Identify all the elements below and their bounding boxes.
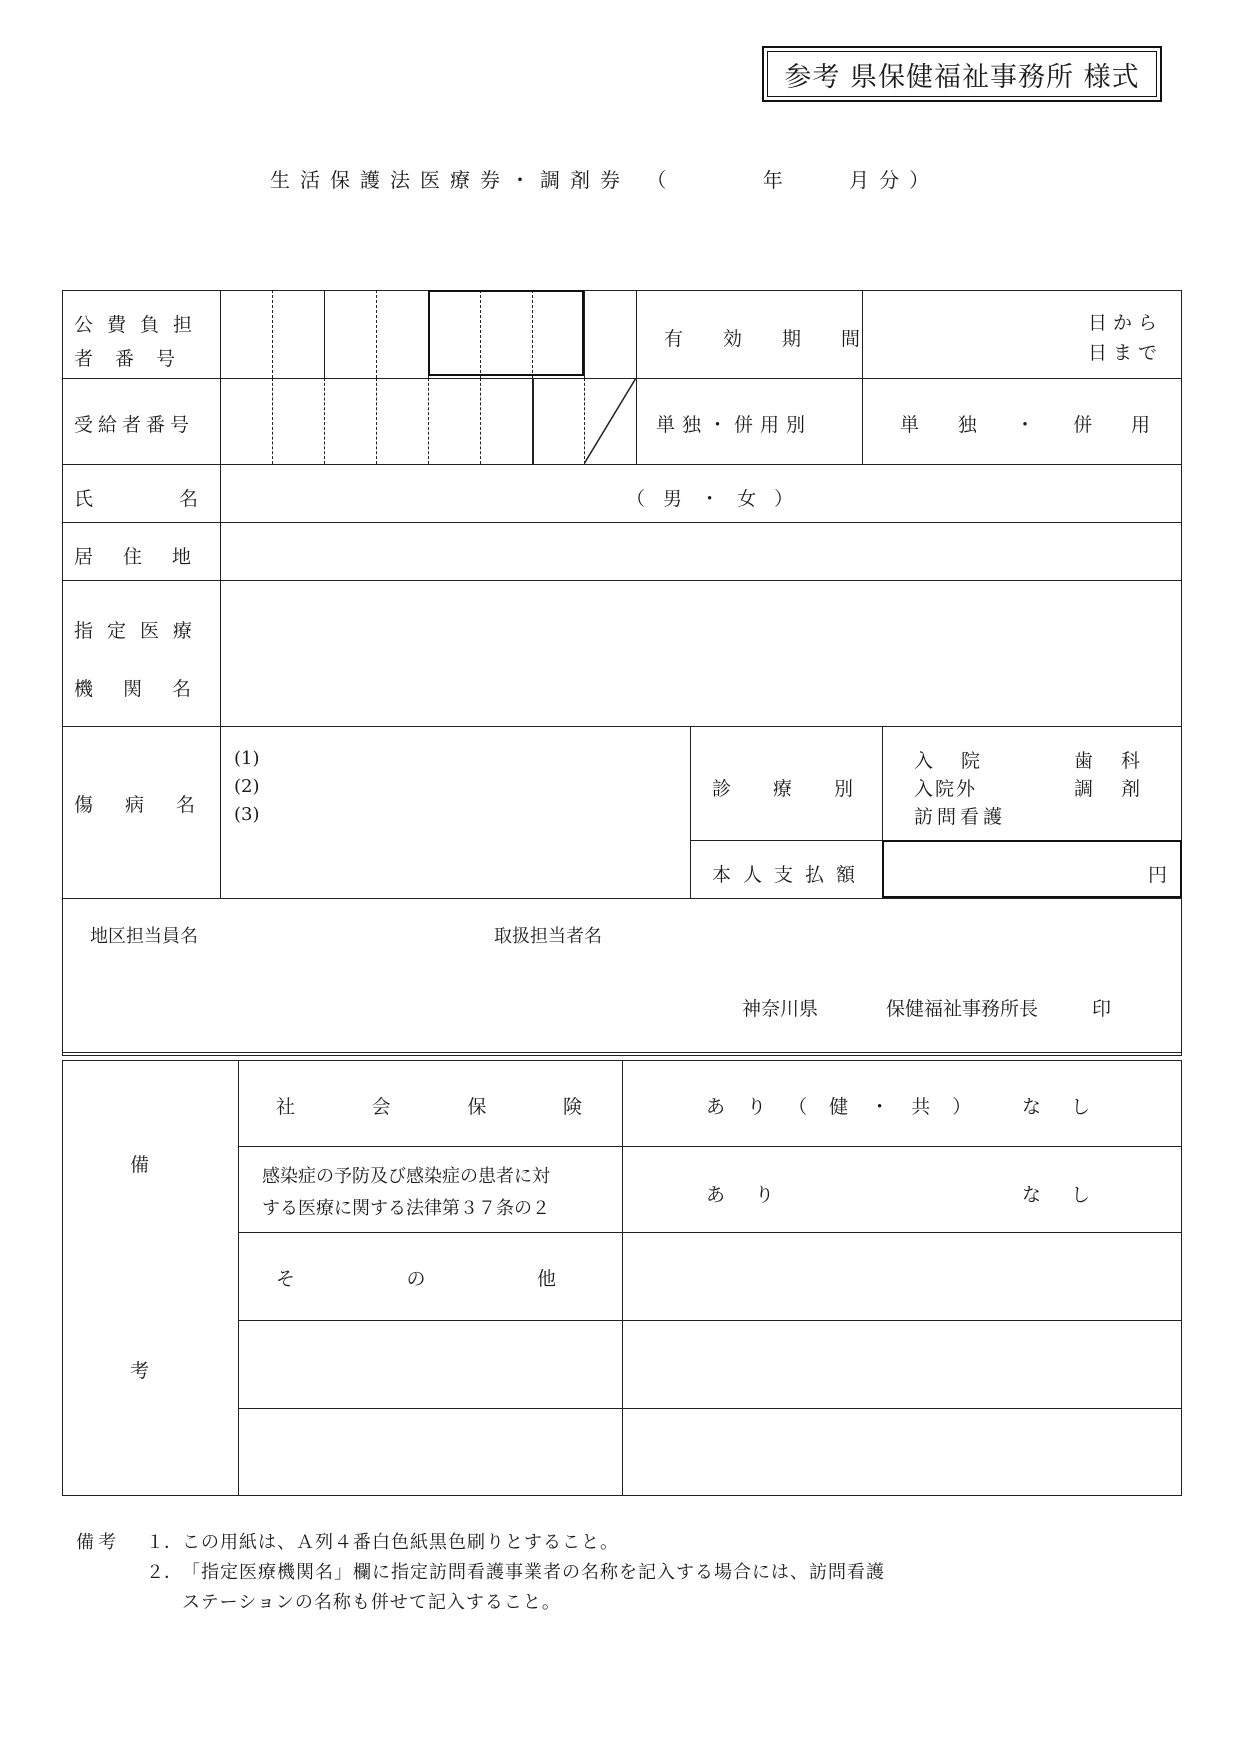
column-divider [862, 290, 863, 464]
footnote-line-3: ステーションの名称も併せて記入すること。 [182, 1592, 561, 1613]
digit-divider [272, 378, 273, 464]
label-char: の [406, 1268, 426, 1290]
footnote-number-1: １． [146, 1532, 182, 1553]
label-char: そ [276, 1268, 296, 1290]
name-label: 氏名 [74, 488, 285, 510]
remarks-row-divider [238, 1146, 1182, 1147]
digit-divider [376, 290, 377, 378]
title-main: 生活保護法医療券・調剤券 [270, 168, 630, 192]
value-char: ・ [1015, 414, 1035, 436]
unused-cell-slash [584, 378, 638, 464]
digit-divider [480, 378, 481, 464]
payer-number-label-2: 者番号 [74, 348, 198, 370]
address-label: 居住地 [74, 546, 222, 568]
page-title [270, 164, 939, 193]
digit-divider [428, 378, 429, 464]
remarks-row-divider [238, 1232, 1182, 1233]
disease-item-1[interactable]: (1) [234, 748, 260, 769]
label-char: 険 [562, 1096, 582, 1118]
social-insurance-yes[interactable]: あ り （ 健 ・ 共 ） [706, 1096, 980, 1118]
office-director: 保健福祉事務所長 [886, 998, 1039, 1020]
validity-from: 日から [1088, 312, 1164, 334]
yen-unit: 円 [1148, 864, 1168, 886]
form-reference-label [762, 46, 1162, 102]
digit-divider [532, 378, 534, 464]
disease-item-2[interactable]: (2) [234, 776, 260, 797]
option-char: 剤 [1121, 778, 1141, 800]
row-divider [62, 898, 1182, 899]
other-label [276, 1264, 556, 1291]
remarks-row-divider [238, 1320, 1182, 1321]
value-char: 単 [900, 414, 920, 436]
digit-divider [584, 290, 585, 378]
option-char: 科 [1121, 750, 1141, 772]
single-combined-label: 単独・併用別 [656, 414, 813, 436]
disease-item-3[interactable]: (3) [234, 804, 260, 825]
treatment-outpatient[interactable]: 入院外 [914, 778, 978, 800]
title-month: 月分） [849, 168, 940, 192]
label-char: 会 [371, 1096, 391, 1118]
label-char: 保 [467, 1096, 487, 1118]
institution-label-2: 機関名 [74, 678, 222, 700]
row-divider [62, 464, 1182, 465]
treatment-type-label: 診療別 [712, 778, 896, 800]
title-open-paren: （ [646, 168, 677, 192]
check-digit-box[interactable] [428, 290, 584, 376]
recipient-number-label: 受給者番号 [74, 414, 195, 436]
remarks-label-bottom: 考 [130, 1360, 150, 1382]
digit-divider [324, 378, 325, 464]
footnote-line-1: この用紙は、Ａ列４番白色紙黒色刷りとすること。 [182, 1532, 619, 1553]
remarks-label-top: 備 [130, 1154, 150, 1176]
label-char: 社 [276, 1096, 296, 1118]
institution-label-1: 指定医療 [74, 620, 207, 642]
social-insurance-label [276, 1092, 582, 1119]
infectious-law-yes[interactable]: あ り [706, 1184, 787, 1206]
value-char: 用 [1130, 414, 1150, 436]
treatment-dispensing[interactable] [1074, 774, 1140, 801]
digit-divider [272, 290, 273, 378]
row-divider [62, 580, 1182, 581]
digit-divider [376, 378, 377, 464]
footnote-line-2: 「指定医療機関名」欄に指定訪問看護事業者の名称を記入する場合には、訪問看護 [182, 1562, 885, 1583]
remarks-row-divider [238, 1408, 1182, 1409]
option-char: 院 [961, 750, 981, 772]
option-char: 調 [1074, 778, 1094, 800]
reference-text: 参考 県保健福祉事務所 様式 [784, 61, 1140, 93]
treatment-visiting-nursing[interactable]: 訪問看護 [914, 806, 1007, 828]
row-divider [62, 1052, 1182, 1053]
label-char: 他 [536, 1268, 556, 1290]
social-insurance-none[interactable]: な し [1022, 1096, 1103, 1118]
footnote-heading: 備考 [76, 1532, 120, 1553]
validity-label: 有効期間 [664, 328, 901, 350]
self-payment-box[interactable] [882, 840, 1182, 898]
payer-number-label-1 [74, 310, 206, 337]
prefecture-name: 神奈川県 [742, 998, 819, 1020]
validity-to: 日まで [1088, 342, 1164, 364]
treatment-inpatient[interactable] [914, 746, 980, 773]
option-char: 入 [914, 750, 934, 772]
district-officer-label: 地区担当員名 [90, 926, 198, 947]
value-char: 併 [1073, 414, 1093, 436]
footnote-number-2: ２． [146, 1562, 182, 1583]
value-char: 独 [957, 414, 977, 436]
title-year: 年 [762, 168, 793, 192]
disease-label: 傷病名 [74, 794, 228, 816]
row-divider [62, 726, 1182, 727]
infectious-law-label-2: する医療に関する法律第３７条の２ [262, 1198, 550, 1219]
remarks-column-divider [622, 1060, 623, 1496]
column-divider [690, 726, 691, 898]
infectious-law-label-1: 感染症の予防及び感染症の患者に対 [262, 1166, 550, 1187]
digit-divider [324, 290, 325, 378]
handler-label: 取扱担当者名 [494, 926, 602, 947]
self-payment-label: 本人支払額 [712, 864, 868, 886]
treatment-dental[interactable] [1074, 746, 1140, 773]
option-char: 歯 [1074, 750, 1094, 772]
remarks-label-divider [238, 1060, 239, 1496]
sex-value[interactable]: （ 男 ・ 女 ） [626, 488, 800, 510]
row-divider [62, 522, 1182, 523]
single-combined-value[interactable] [900, 410, 1150, 437]
seal-mark: 印 [1092, 998, 1112, 1020]
infectious-law-none[interactable]: な し [1022, 1184, 1103, 1206]
label-text: 公費負担 [74, 314, 207, 336]
